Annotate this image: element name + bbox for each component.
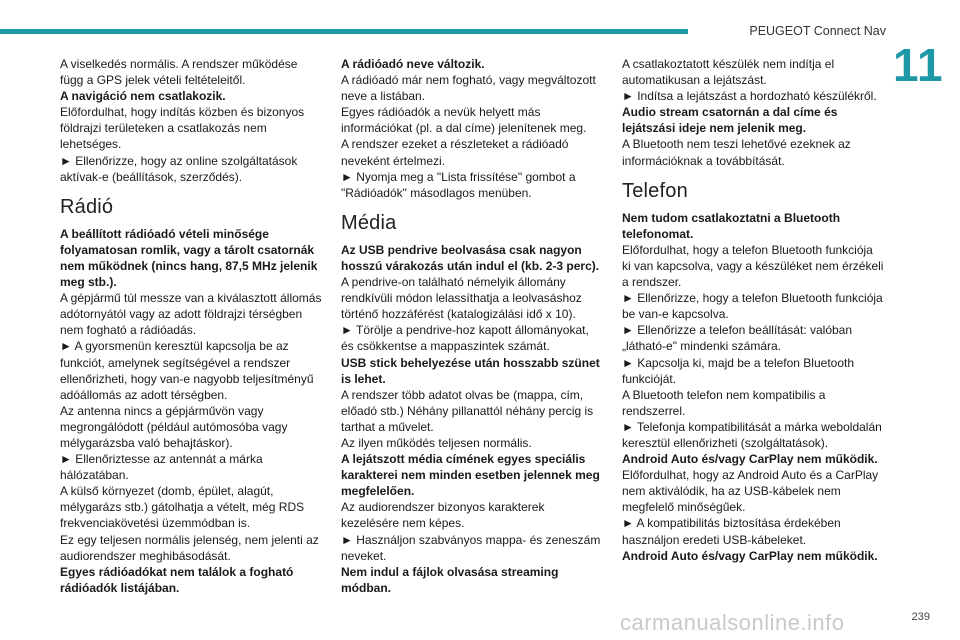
problem-statement: A lejátszott média címének egyes speciális karakterei nem minden esetben jelennek meg megfelelően. bbox=[341, 452, 600, 499]
problem-statement: Nem indul a fájlok olvasása streaming módban. bbox=[341, 564, 559, 595]
problem-statement: Egyes rádióadókat nem találok a fogható rádióadók listájában. bbox=[60, 564, 294, 595]
paragraph: Az ilyen működés teljesen normális. bbox=[341, 435, 532, 450]
problem-statement: A rádióadó neve változik. bbox=[341, 57, 485, 71]
paragraph: A rendszer több adatot olvas be (mappa, cím, előadó stb.) Néhány pillanattól néhány percig is tarthat a művelet. bbox=[341, 387, 594, 434]
problem-statement: A beállított rádióadó vételi minősége folyamatosan romlik, vagy a tárolt csatornák nem működnek (nincs hang, 87,5 MHz jelenik meg stb.). bbox=[60, 226, 318, 290]
section-heading: Média bbox=[341, 211, 397, 234]
watermark: carmanualsonline.info bbox=[620, 610, 845, 635]
paragraph: ► Nyomja meg a "Lista frissítése" gombot a "Rádióadók" másodlagos menüben. bbox=[341, 169, 576, 200]
header-accent-bar bbox=[0, 29, 688, 34]
paragraph: A viselkedés normális. A rendszer működése függ a GPS jelek vételi feltételeitől. bbox=[60, 57, 298, 88]
problem-statement: Android Auto és/vagy CarPlay nem működik. bbox=[622, 452, 878, 467]
column-3 bbox=[622, 56, 884, 564]
section-heading: Rádió bbox=[60, 195, 114, 218]
paragraph: ► Használjon szabványos mappa- és zeneszám neveket. bbox=[341, 532, 601, 563]
paragraph: Az audiorendszer bizonyos karakterek kezelésére nem képes. bbox=[341, 500, 545, 531]
problem-statement: Nem tudom csatlakoztatni a Bluetooth telefonomat. bbox=[622, 210, 841, 241]
paragraph: Az antenna nincs a gépjárművön vagy megrongálódott (például autómosóba vagy mélygarázsba való behajtáskor). bbox=[60, 403, 288, 450]
column-1 bbox=[60, 56, 322, 596]
paragraph: Ez egy teljesen normális jelenség, nem jelenti az audiorendszer meghibásodását. bbox=[60, 532, 319, 563]
paragraph: Előfordulhat, hogy a telefon Bluetooth funkciója ki van kapcsolva, vagy a készüléket nem érzékeli a rendszer. bbox=[622, 242, 884, 290]
paragraph: A Bluetooth telefon nem kompatibilis a rendszerrel. bbox=[622, 387, 826, 418]
paragraph: ► Törölje a pendrive-hoz kapott állományokat, és csökkentse a mappaszintek számát. bbox=[341, 323, 589, 354]
paragraph: ► Telefonja kompatibilitását a márka weboldalán keresztül ellenőrizheti (szolgáltatások). bbox=[622, 419, 882, 450]
paragraph: A csatlakoztatott készülék nem indítja el automatikusan a lejátszást. bbox=[622, 57, 835, 88]
chapter-number: 11 bbox=[893, 39, 944, 91]
problem-statement: A navigáció nem csatlakozik. bbox=[60, 89, 226, 104]
paragraph: A rádióadó már nem fogható, vagy megváltozott neve a listában. bbox=[341, 73, 596, 104]
problem-statement: Audio stream csatornán a dal címe és lejátszási ideje nem jelenik meg. bbox=[622, 105, 838, 136]
page-number: 239 bbox=[911, 611, 930, 623]
paragraph: ► Ellenőrizze, hogy a telefon Bluetooth funkciója be van-e kapcsolva. bbox=[622, 291, 883, 322]
paragraph: ► Ellenőriztesse az antennát a márka hálózatában. bbox=[60, 452, 263, 483]
paragraph: ► Kapcsolja ki, majd be a telefon Bluetooth funkcióját. bbox=[622, 355, 855, 386]
running-header: PEUGEOT Connect Nav bbox=[749, 24, 886, 38]
column-2 bbox=[341, 56, 603, 596]
paragraph: A pendrive-on található némelyik állomány rendkívüli módon lelassíthatja a leolvasáshoz történő hozzáférést (katalogizálási idő x 10). bbox=[341, 275, 582, 322]
paragraph: A Bluetooth nem teszi lehetővé ezeknek az információknak a továbbítását. bbox=[622, 137, 851, 168]
paragraph: ► Indítsa a lejátszást a hordozható készülékről. bbox=[622, 89, 877, 104]
section-heading: Telefon bbox=[622, 179, 688, 202]
paragraph: A gépjármű túl messze van a kiválasztott állomás adótornyától vagy az adott földrajzi térségben nem fogható a rádióadás. bbox=[60, 291, 322, 338]
paragraph: ► Ellenőrizze a telefon beállítását: valóban „látható-e" mindenki számára. bbox=[622, 323, 853, 354]
problem-statement: Az USB pendrive beolvasása csak nagyon hosszú várakozás után indul el (kb. 2-3 perc). bbox=[341, 242, 600, 273]
paragraph: ► Ellenőrizze, hogy az online szolgáltatások aktívak-e (beállítások, szerződés). bbox=[60, 153, 298, 184]
paragraph: A külső környezet (domb, épület, alagút, mélygarázs stb.) gátolhatja a vételt, még RDS frekvenciakövetési üzemmódban is. bbox=[60, 484, 305, 531]
paragraph: Előfordulhat, hogy indítás közben és bizonyos földrajzi területeken a csatlakozás nem lehetséges. bbox=[60, 105, 305, 152]
paragraph: Előfordulhat, hogy az Android Auto és a CarPlay nem aktiválódik, ha az USB-kábelek nem megfelelő minőségűek. bbox=[622, 468, 879, 515]
paragraph: ► A kompatibilitás biztosítása érdekében használjon eredeti USB-kábeleket. bbox=[622, 516, 841, 547]
paragraph: Egyes rádióadók a nevük helyett más információkat (pl. a dal címe) jelenítenek meg. bbox=[341, 105, 587, 136]
paragraph: A rendszer ezeket a részleteket a rádióadó neveként értelmezi. bbox=[341, 137, 569, 168]
problem-statement: USB stick behelyezése után hosszabb szünet is lehet. bbox=[341, 355, 600, 386]
problem-statement: Android Auto és/vagy CarPlay nem működik. bbox=[622, 548, 878, 563]
paragraph: ► A gyorsmenün keresztül kapcsolja be az funkciót, amelynek segítségével a rendszer ellenőrizheti, hogy van-e nagyobb teljesítményű adóállomás az adott térségben. bbox=[60, 339, 314, 402]
